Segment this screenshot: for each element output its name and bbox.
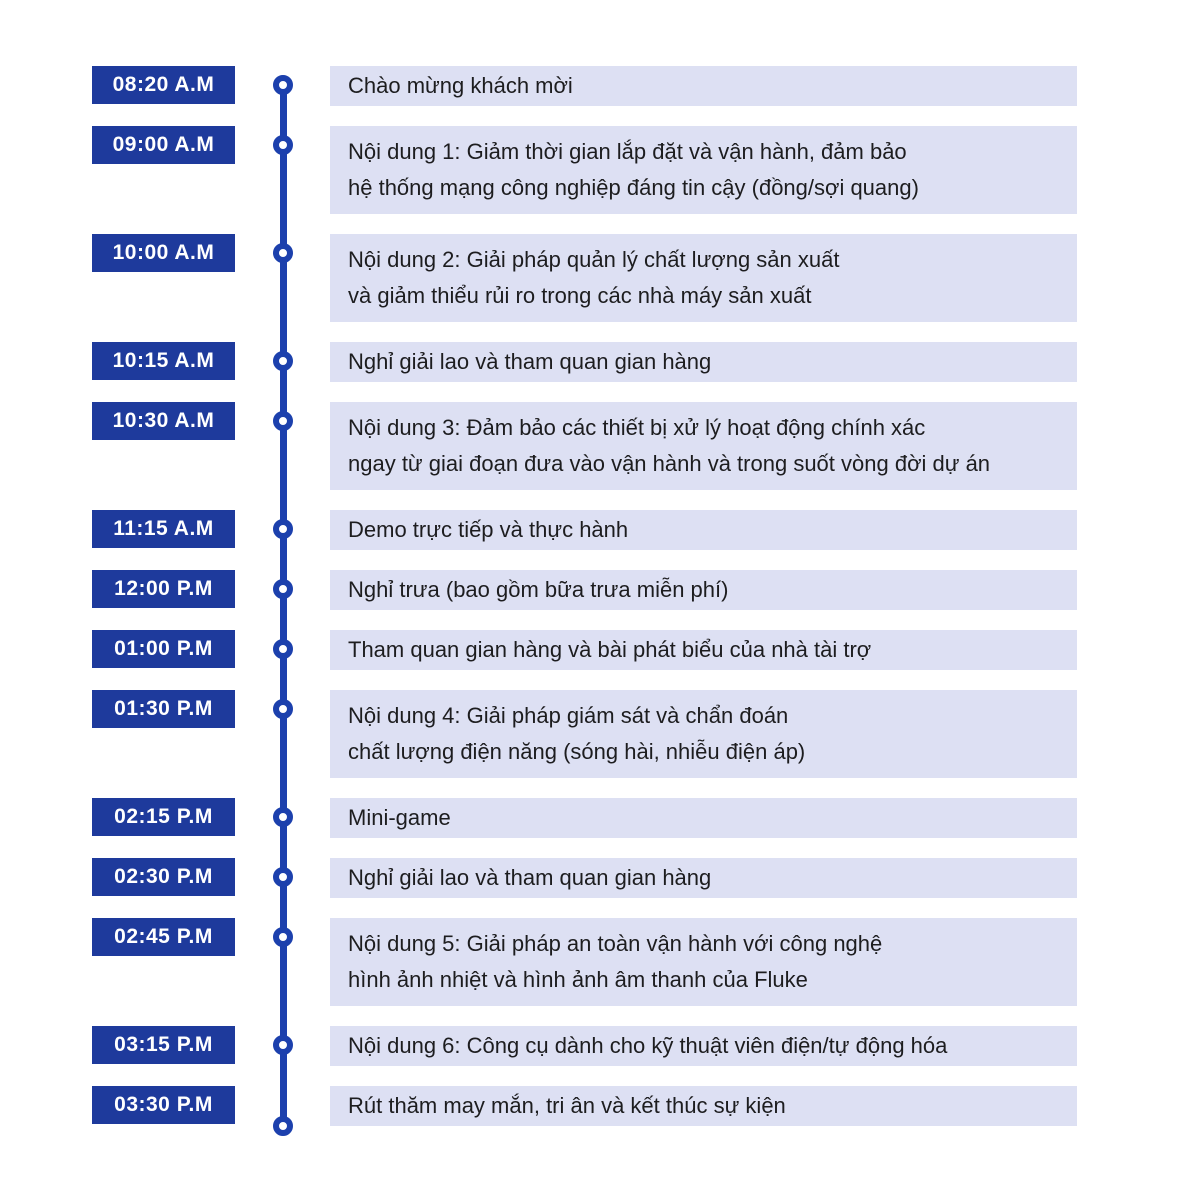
time-badge: 02:45 P.M [92,918,235,956]
event-text: Tham quan gian hàng và bài phát biểu của nhà tài trợ [348,637,872,662]
timeline-node-icon [273,807,293,827]
event-text: Nội dung 6: Công cụ dành cho kỹ thuật viên điện/tự động hóa [348,1033,948,1058]
timeline-node-icon [273,579,293,599]
event-box [330,510,1077,550]
event-text: Nghỉ giải lao và tham quan gian hàng [348,865,712,890]
agenda-row [0,630,1200,670]
event-text: Nội dung 4: Giải pháp giám sát và chẩn đoán [348,703,789,728]
event-box [330,342,1077,382]
agenda-row [0,66,1200,106]
timeline-node-icon [273,135,293,155]
event-text: và giảm thiểu rủi ro trong các nhà máy sản xuất [348,283,812,308]
agenda-row [0,510,1200,550]
agenda-row [0,126,1200,214]
event-box [330,918,1077,1006]
event-text: Nghỉ giải lao và tham quan gian hàng [348,349,712,374]
timeline-node-icon [273,1035,293,1055]
agenda-row [0,858,1200,898]
event-text: ngay từ giai đoạn đưa vào vận hành và trong suốt vòng đời dự án [348,451,991,476]
agenda-row [0,1086,1200,1126]
event-box [330,1026,1077,1066]
timeline-node-icon [273,75,293,95]
event-text: Nội dung 1: Giảm thời gian lắp đặt và vận hành, đảm bảo [348,139,907,164]
time-badge: 09:00 A.M [92,126,235,164]
event-text: hình ảnh nhiệt và hình ảnh âm thanh của Fluke [348,967,808,992]
event-box [330,126,1077,214]
time-badge: 02:15 P.M [92,798,235,836]
timeline-node-icon [273,927,293,947]
agenda-row [0,1026,1200,1066]
timeline-node-icon [273,411,293,431]
event-box [330,1086,1077,1126]
time-badge: 10:30 A.M [92,402,235,440]
agenda-row [0,690,1200,778]
event-box [330,402,1077,490]
event-text: Nội dung 3: Đảm bảo các thiết bị xử lý hoạt động chính xác [348,415,926,440]
event-text: Demo trực tiếp và thực hành [348,517,629,542]
time-badge: 01:00 P.M [92,630,235,668]
timeline-node-icon [273,243,293,263]
event-text: hệ thống mạng công nghiệp đáng tin cậy (đồng/sợi quang) [348,175,919,200]
time-badge: 02:30 P.M [92,858,235,896]
agenda-row [0,402,1200,490]
event-box [330,690,1077,778]
agenda-row [0,342,1200,382]
event-box [330,570,1077,610]
event-text: Nội dung 2: Giải pháp quản lý chất lượng sản xuất [348,247,840,272]
timeline-node-icon [273,867,293,887]
timeline-line [280,85,287,1126]
time-badge: 08:20 A.M [92,66,235,104]
event-text: chất lượng điện năng (sóng hài, nhiễu điện áp) [348,739,806,764]
event-box [330,798,1077,838]
event-text: Rút thăm may mắn, tri ân và kết thúc sự kiện [348,1093,786,1118]
timeline-node-icon [273,639,293,659]
agenda-row [0,918,1200,1006]
timeline-end-node-icon [273,1116,293,1136]
timeline-node-icon [273,351,293,371]
event-box [330,858,1077,898]
time-badge: 11:15 A.M [92,510,235,548]
event-text: Mini-game [348,805,451,830]
event-box [330,630,1077,670]
agenda-row [0,234,1200,322]
event-text: Nghỉ trưa (bao gồm bữa trưa miễn phí) [348,577,729,602]
time-badge: 10:15 A.M [92,342,235,380]
timeline-node-icon [273,699,293,719]
time-badge: 10:00 A.M [92,234,235,272]
time-badge: 03:15 P.M [92,1026,235,1064]
event-text: Nội dung 5: Giải pháp an toàn vận hành với công nghệ [348,931,883,956]
event-box [330,234,1077,322]
timeline-node-icon [273,519,293,539]
agenda-row [0,570,1200,610]
agenda-row [0,798,1200,838]
event-text: Chào mừng khách mời [348,73,573,98]
time-badge: 01:30 P.M [92,690,235,728]
time-badge: 03:30 P.M [92,1086,235,1124]
event-box [330,66,1077,106]
time-badge: 12:00 P.M [92,570,235,608]
